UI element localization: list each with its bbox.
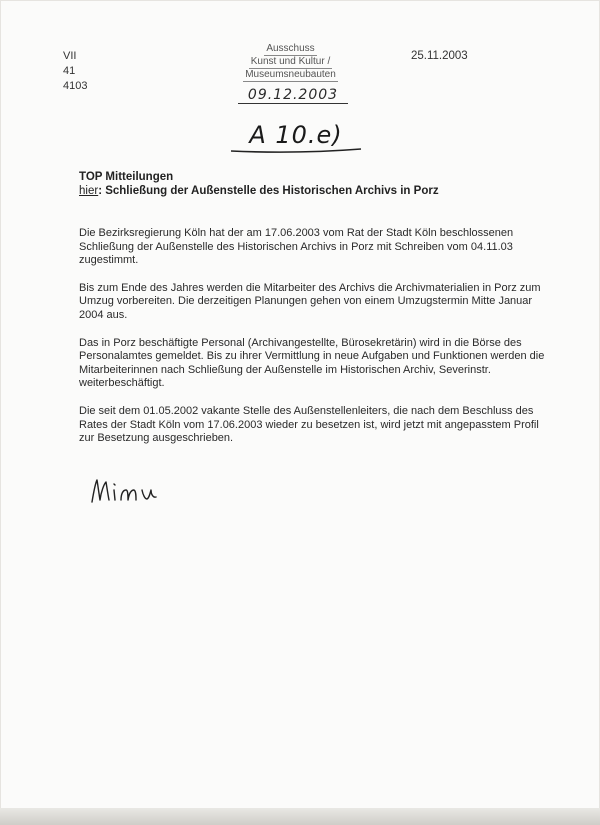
top-line: TOP Mitteilungen — [79, 171, 174, 183]
signature-scribble — [88, 476, 158, 506]
committee-stamp — [228, 43, 353, 103]
stamp-line: Ausschuss — [266, 43, 315, 54]
reference-line: 41 — [63, 65, 76, 77]
subject-line — [79, 184, 439, 198]
memo-body — [79, 227, 549, 460]
stamp-handwritten-date: 09.12.2003 — [238, 87, 348, 104]
hier-label: hier — [79, 185, 99, 197]
paragraph: Bis zum Ende des Jahres werden die Mitarbeiter des Archivs die Archivmaterialien in Porz zum Umzug vorbereiten. Die derzeitigen Planungen gehen von einem Umzugstermin Mitte Januar 2004 aus. — [79, 281, 541, 321]
stamp-line: Kunst und Kultur / — [250, 56, 331, 67]
document-date: 25.11.2003 — [411, 50, 468, 62]
subject-text: : Schließung der Außenstelle des Historischen Archivs in Porz — [98, 185, 439, 197]
reference-line: VII — [63, 50, 77, 62]
memo-heading — [79, 170, 439, 198]
agenda-item-mark — [227, 118, 365, 154]
stamp-line: Museumsneubauten — [245, 69, 336, 80]
handwritten-signature — [88, 476, 158, 511]
agenda-item-label: A 10.e) — [249, 121, 343, 149]
scan-bottom-edge — [0, 808, 600, 825]
paragraph: Die seit dem 01.05.2002 vakante Stelle des Außenstellenleiters, die nach dem Beschluss des Rates der Stadt Köln vom 17.06.2003 wieder zu besetzen ist, wird jetzt mit angepasstem Profil zur Besetzung ausgeschrieben. — [79, 404, 539, 445]
paragraph: Das in Porz beschäftigte Personal (Archivangestellte, Bürosekretärin) wird in die Börse des Personalamtes gemeldet. Bis zu ihrer Vermittlung in neue Aufgaben und Funktionen werden die Mitarbeiterinnen nach Schließung der Außenstelle im Historischen Archiv, Severinstr. weiterbeschäftigt. — [79, 336, 545, 390]
paragraph: Die Bezirksregierung Köln hat der am 17.06.2003 vom Rat der Stadt Köln beschlossenen Schließung der Außenstelle des Historischen Archivs in Porz mit Schreiben vom 04.11.03 zugestimmt. — [79, 227, 514, 267]
reference-line: 4103 — [63, 80, 88, 92]
reference-block — [63, 49, 87, 94]
